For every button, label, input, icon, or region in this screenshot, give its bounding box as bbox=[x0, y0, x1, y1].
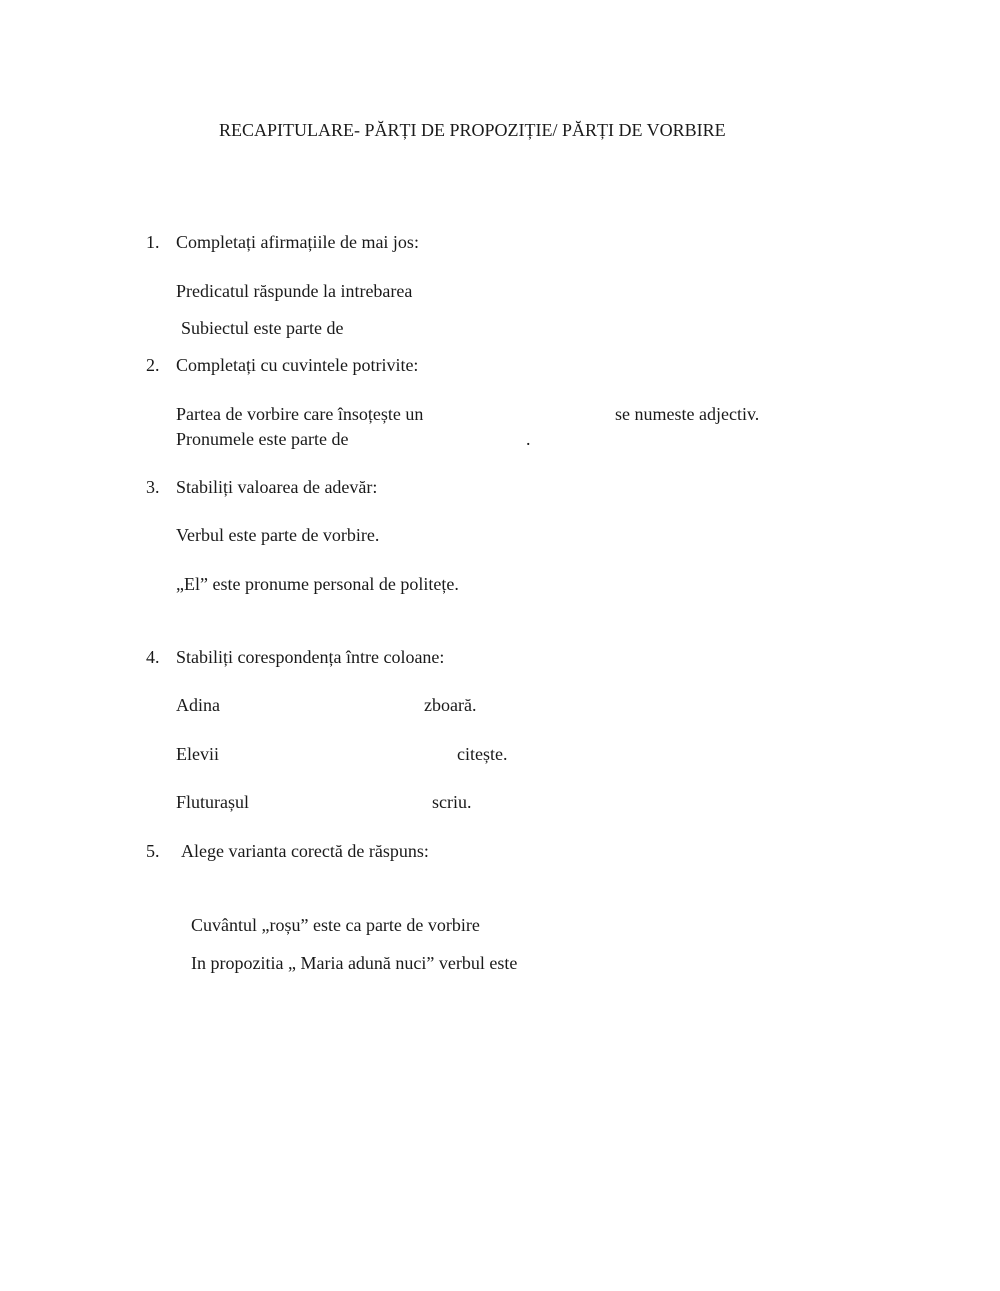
match-left-item: Elevii bbox=[176, 744, 219, 764]
question-prompt: Stabiliți corespondența între coloane: bbox=[176, 647, 445, 667]
match-left-item: Fluturașul bbox=[176, 792, 250, 812]
question-item: Subiectul este parte de bbox=[181, 318, 344, 338]
question-item: In propozitia „ Maria adună nuci” verbul este bbox=[191, 953, 518, 973]
question-number: 3. bbox=[146, 477, 160, 497]
question-number: 1. bbox=[146, 232, 160, 252]
question-item-end: . bbox=[526, 429, 531, 449]
question-item-end: se numeste adjectiv. bbox=[615, 404, 760, 424]
question-item: „El” este pronume personal de politețe. bbox=[176, 574, 459, 594]
question-number: 2. bbox=[146, 355, 160, 375]
question-item: Partea de vorbire care însoțește un bbox=[176, 404, 424, 424]
question-prompt: Alege varianta corectă de răspuns: bbox=[181, 841, 429, 861]
page-title: RECAPITULARE- PĂRȚI DE PROPOZIȚIE/ PĂRȚI DE VORBIRE bbox=[219, 120, 726, 140]
question-number: 4. bbox=[146, 647, 160, 667]
question-item: Verbul este parte de vorbire. bbox=[176, 525, 380, 545]
question-prompt: Completați afirmațiile de mai jos: bbox=[176, 232, 419, 252]
question-item: Predicatul răspunde la intrebarea bbox=[176, 281, 413, 301]
question-prompt: Completați cu cuvintele potrivite: bbox=[176, 355, 419, 375]
match-right-item: citește. bbox=[457, 744, 508, 764]
question-prompt: Stabiliți valoarea de adevăr: bbox=[176, 477, 378, 497]
match-left-item: Adina bbox=[176, 695, 220, 715]
question-item: Cuvântul „roșu” este ca parte de vorbire bbox=[191, 915, 480, 935]
match-right-item: zboară. bbox=[424, 695, 477, 715]
question-number: 5. bbox=[146, 841, 160, 861]
match-right-item: scriu. bbox=[432, 792, 472, 812]
question-item: Pronumele este parte de bbox=[176, 429, 349, 449]
